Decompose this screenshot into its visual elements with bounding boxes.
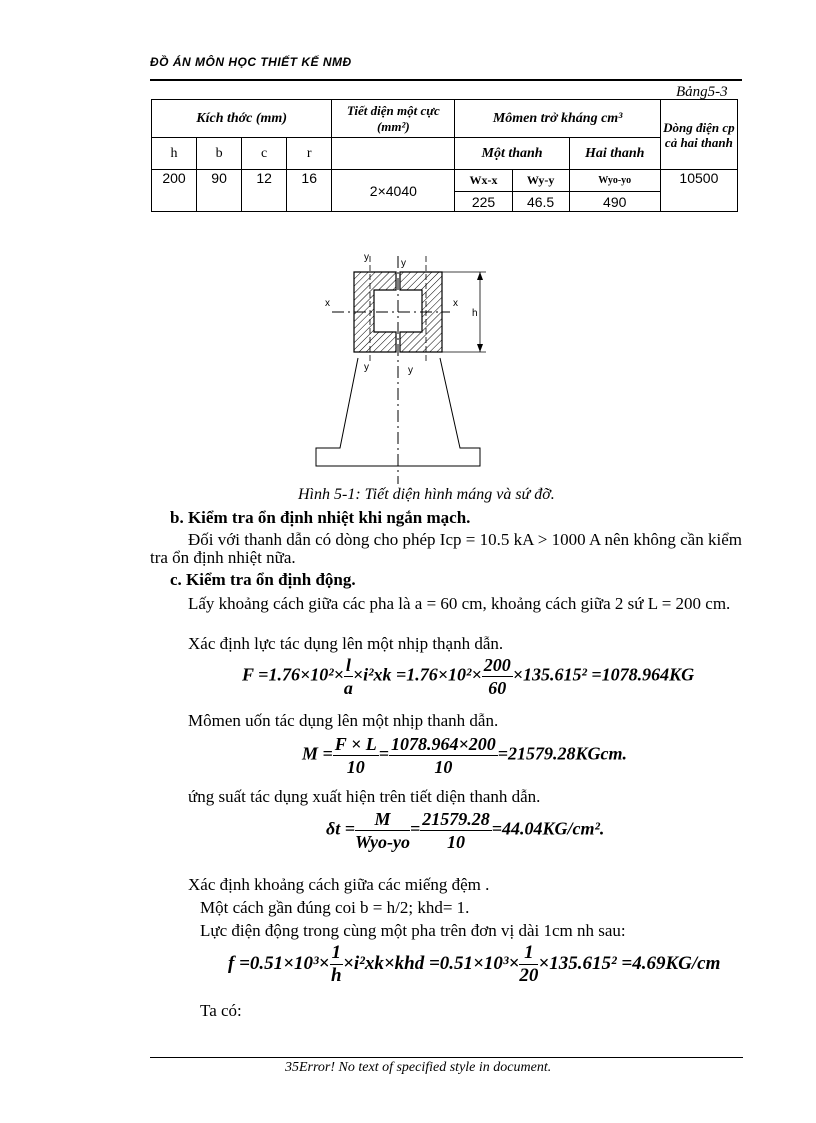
th-cross-section: Tiết diện một cực (mm²) bbox=[332, 100, 455, 138]
th-h: h bbox=[152, 138, 197, 170]
page-header: ĐỒ ÁN MÔN HỌC THIẾT KẾ NMĐ bbox=[150, 55, 352, 69]
cell-r: 16 bbox=[287, 170, 332, 212]
label-y-bottom-left: y bbox=[364, 362, 369, 373]
cell-wxx-label: Wx-x bbox=[455, 170, 512, 192]
th-blank bbox=[332, 138, 455, 170]
th-r: r bbox=[287, 138, 332, 170]
th-two-bars: Hai thanh bbox=[569, 138, 660, 170]
th-b: b bbox=[197, 138, 242, 170]
para-c7: Lực điện động trong cùng một pha trên đơn vị dài 1cm nh sau: bbox=[200, 921, 626, 940]
cell-wyy-label: Wy-y bbox=[512, 170, 569, 192]
label-x-right: x bbox=[453, 298, 458, 309]
para-c2: Xác định lực tác dụng lên một nhịp thạnh dẫn. bbox=[188, 634, 504, 653]
label-x-left: x bbox=[325, 298, 330, 309]
heading-b: b. Kiểm tra ổn định nhiệt khi ngắn mạch. bbox=[170, 508, 471, 527]
table-caption: Bảng5-3 bbox=[676, 84, 728, 100]
spec-table bbox=[151, 99, 738, 212]
equation-electrodynamic-force: f =0.51×10³× $\frac{1}{h}$ ×i²xk×khd =0.51×10³× $\frac{1}{20}$ ×135.615² =4.69KG/cm bbox=[228, 942, 721, 986]
cell-wyoyo: 490 bbox=[569, 192, 660, 212]
page-footer: 35Error! No text of specified style in document. bbox=[285, 1060, 552, 1075]
th-current: Dòng điện cp cả hai thanh bbox=[660, 100, 737, 170]
para-c6: Một cách gần đúng coi b = h/2; khd= 1. bbox=[200, 898, 470, 917]
equation-moment: M = $\frac{F \times L}{10}$ = $\frac{1078.964\times 200}{10}$ =21579.28KGcm. bbox=[302, 734, 627, 777]
equation-force: F =1.76×10²× $\frac{l}{a}$ ×i²xk =1.76×10²× $\frac{200}{60}$ ×135.615² =1078.964KG bbox=[242, 655, 695, 698]
th-one-bar: Một thanh bbox=[455, 138, 569, 170]
para-c5: Xác định khoảng cách giữa các miếng đệm . bbox=[188, 875, 490, 894]
para-c1: Lấy khoảng cách giữa các pha là a = 60 cm, khoảng cách giữa 2 sứ L = 200 cm. bbox=[188, 594, 731, 613]
channel-section-figure bbox=[300, 248, 620, 484]
label-y-bottom-right: y bbox=[408, 365, 413, 376]
header-rule bbox=[150, 79, 742, 81]
label-y-top-left: y bbox=[364, 252, 369, 263]
figure-caption: Hình 5-1: Tiết diện hình máng và sứ đỡ. bbox=[298, 486, 555, 503]
cell-c: 12 bbox=[242, 170, 287, 212]
cell-wxx: 225 bbox=[455, 192, 512, 212]
equation-stress: δt = $\frac{M}{\text{Wyo-yo}}$ = $\frac{21579.28}{10}$ =44.04KG/cm². bbox=[326, 809, 605, 852]
cell-current: 10500 bbox=[660, 170, 737, 212]
th-moment: Mômen trở kháng cm³ bbox=[455, 100, 660, 138]
para-c4: ứng suất tác dụng xuất hiện trên tiết diện thanh dẫn. bbox=[188, 787, 541, 806]
para-c8: Ta có: bbox=[200, 1001, 242, 1020]
cell-wyoyo-label: Wyo-yo bbox=[569, 170, 660, 192]
th-dimensions: Kích thớc (mm) bbox=[152, 100, 332, 138]
cell-cross-section: 2×4040 bbox=[332, 170, 455, 212]
footer-rule bbox=[150, 1057, 743, 1058]
th-c: c bbox=[242, 138, 287, 170]
para-c3: Mômen uốn tác dụng lên một nhịp thanh dẫn. bbox=[188, 711, 499, 730]
heading-c: c. Kiểm tra ổn định động. bbox=[170, 570, 356, 589]
para-b: Đối với thanh dẫn có dòng cho phép Icp = 10.5 kA > 1000 A nên không cần kiểm tra ổn định nhiệt nữa. bbox=[150, 530, 742, 567]
label-y-top-center: y bbox=[401, 258, 406, 269]
label-h: h bbox=[472, 308, 478, 319]
cell-b: 90 bbox=[197, 170, 242, 212]
cell-wyy: 46.5 bbox=[512, 192, 569, 212]
cell-h: 200 bbox=[152, 170, 197, 212]
